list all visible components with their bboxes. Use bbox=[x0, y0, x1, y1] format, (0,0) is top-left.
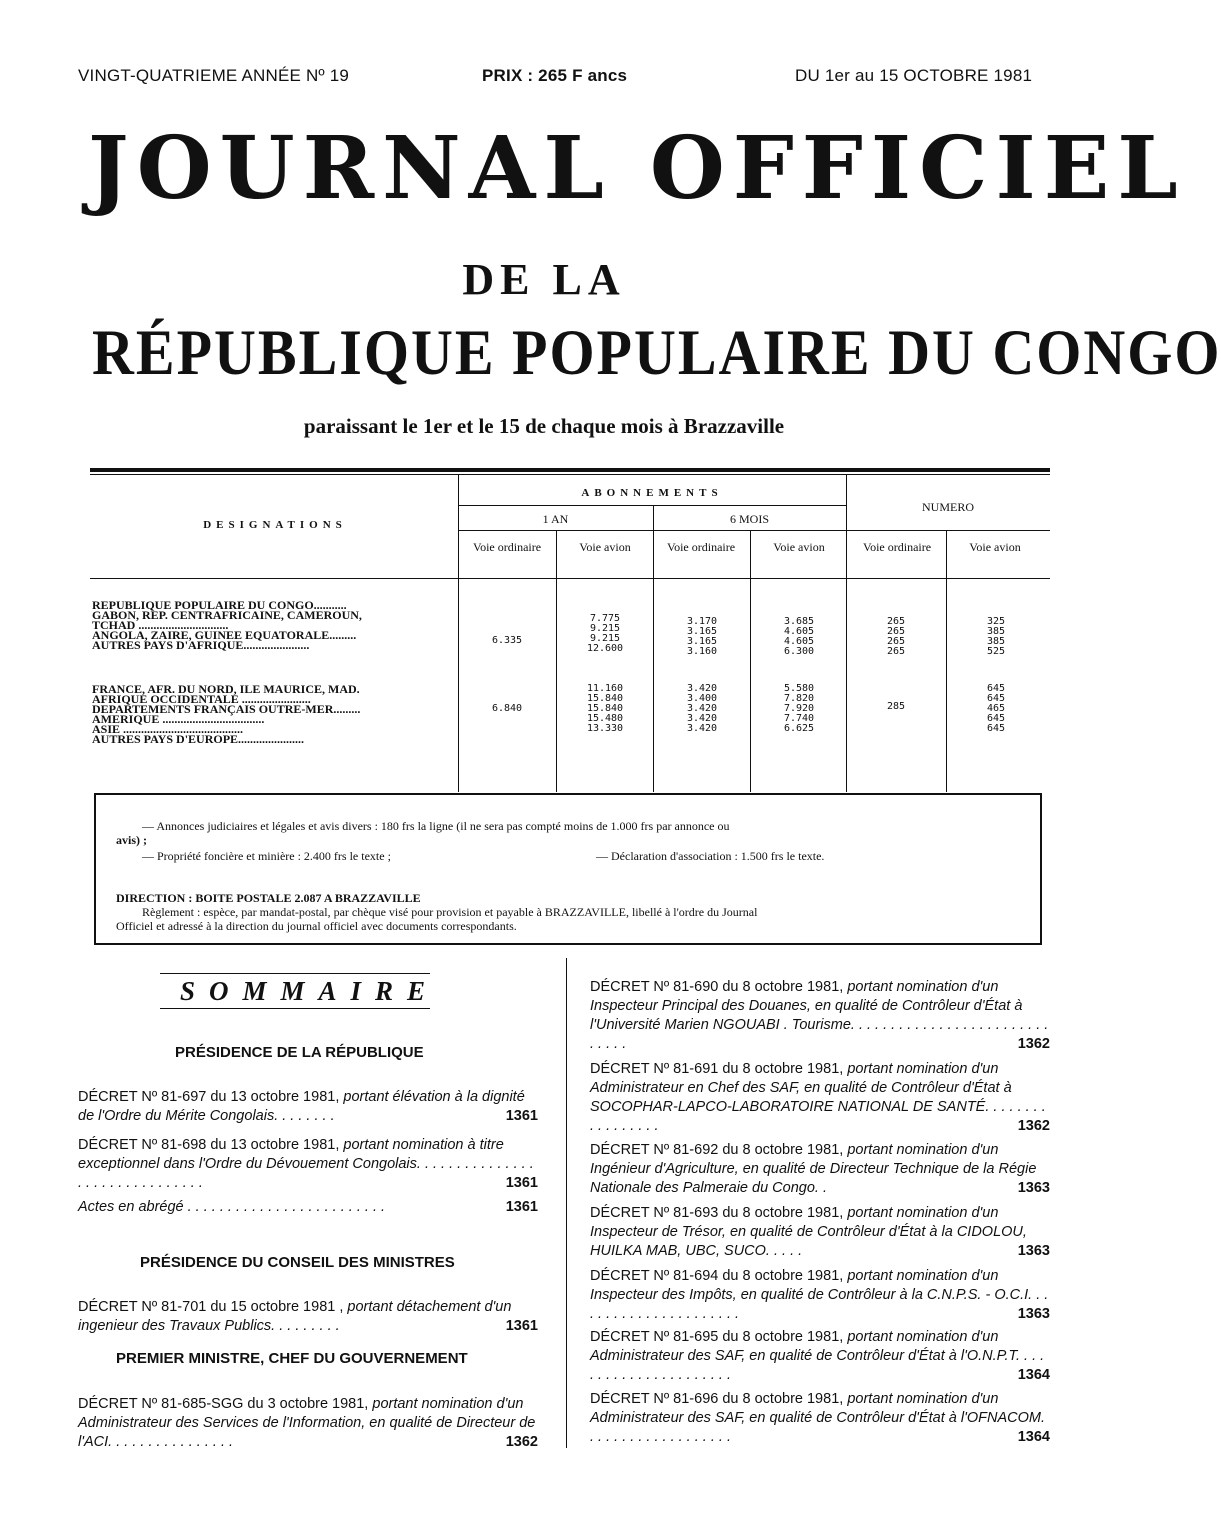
notice-direction: DIRECTION : BOITE POSTALE 2.087 A BRAZZAVILLE bbox=[116, 891, 421, 905]
notice-propriete: — Propriété foncière et minière : 2.400 frs le texte ; bbox=[142, 849, 391, 863]
section-presidence-conseil: PRÉSIDENCE DU CONSEIL DES MINISTRES bbox=[140, 1254, 455, 1271]
section-premier-ministre: PREMIER MINISTRE, CHEF DU GOUVERNEMENT bbox=[116, 1350, 468, 1367]
table-row-group-africa: REPUBLIQUE POPULAIRE DU CONGO........... GABON, REP. CENTRAFRICAINE, CAMEROUN, TCHAD .............................. ANGOLA, ZAIRE, GUINEE EQUATORALE......... AUTRES PAYS D'AFRIQUE...................... bbox=[92, 598, 362, 652]
numero-header: NUMERO bbox=[921, 500, 974, 514]
journal-republic-title: RÉPUBLIQUE POPULAIRE DU CONGO bbox=[92, 315, 1221, 389]
voie-ordinaire-header: Voie ordinaire bbox=[666, 540, 736, 554]
issue-date: DU 1er au 15 OCTOBRE 1981 bbox=[795, 66, 1033, 85]
notice-reglement: Règlement : espèce, par mandat-postal, par chèque visé pour provision et payable à BRAZZAVILLE, libellé à l'ordre du Journal bbox=[142, 905, 758, 919]
toc-entry: DÉCRET Nº 81-692 du 8 octobre 1981, portant nomination d'un Ingénieur d'Agriculture, en qualité de Directeur Technique de la Régie Nationale des Palmeraie du Congo. . 1363 bbox=[590, 1142, 1050, 1196]
abonnements-header: ABONNEMENTS bbox=[581, 487, 723, 499]
journal-subtitle-de-la: DE LA bbox=[462, 255, 626, 304]
voie-ordinaire-header: Voie ordinaire bbox=[862, 540, 932, 554]
six-months-header: 6 MOIS bbox=[729, 512, 769, 526]
issue-number: VINGT-QUATRIEME ANNÉE Nº 19 bbox=[78, 66, 350, 85]
toc-entry: DÉCRET Nº 81-685-SGG du 3 octobre 1981, portant nomination d'un Administrateur des Services de l'Information, en qualité de Directeur de l'ACI. . . . . . . . . . . . . . . . 1362 bbox=[78, 1396, 538, 1450]
table-cell: 6.840 bbox=[491, 703, 523, 714]
toc-entry: DÉCRET Nº 81-698 du 13 octobre 1981, portant nomination à titre exceptionnel dans l'Ordre du Dévouement Congolais. . . . . . . . . . . . . . . . . . . . . . . . . . . . . . . 1361 bbox=[78, 1137, 538, 1191]
notice-annonces-cont: avis) ; bbox=[116, 833, 147, 847]
publication-tagline: paraissant le 1er et le 15 de chaque mois à Brazzaville bbox=[303, 414, 785, 438]
toc-entry: DÉCRET Nº 81-696 du 8 octobre 1981, portant nomination d'un Administrateur des SAF, en qualité de Contrôleur d'État à l'OFNACOM. . . . . . . . . . . . . . . . . . . 1364 bbox=[590, 1391, 1050, 1445]
toc-entry: DÉCRET Nº 81-695 du 8 octobre 1981, portant nomination d'un Administrateur des SAF, en qualité de Contrôleur d'État à l'O.N.P.T. . . . . . . . . . . . . . . . . . . . . . 1364 bbox=[590, 1329, 1050, 1383]
table-cell: 325 385 385 525 bbox=[986, 616, 1006, 657]
table-cell: 5.580 7.820 7.920 7.740 6.625 bbox=[783, 683, 815, 734]
table-cell: 265 265 265 265 bbox=[886, 616, 906, 657]
table-row-group-other: FRANCE, AFR. DU NORD, ILE MAURICE, MAD. AFRIQUE OCCIDENTALE ....................... DEPARTEMENTS FRANÇAIS OUTRE-MER......... AMERIQUE .................................. ASIE ........................................ AUTRES PAYS D'EUROPE...................... bbox=[92, 682, 361, 746]
notice-reglement-cont: Officiel et adressé à la direction du journal officiel avec documents correspondants. bbox=[116, 919, 517, 933]
section-presidence-republique: PRÉSIDENCE DE LA RÉPUBLIQUE bbox=[175, 1044, 424, 1061]
table-cell: 7.775 9.215 9.215 12.600 bbox=[586, 613, 624, 654]
voie-avion-header: Voie avion bbox=[579, 540, 631, 554]
notice-annonces: — Annonces judiciaires et légales et avis divers : 180 frs la ligne (il ne sera pas compté moins de 1.000 frs par annonce ou bbox=[142, 819, 730, 833]
toc-entry: DÉCRET Nº 81-691 du 8 octobre 1981, portant nomination d'un Administrateur en Chef des SAF, en qualité de Contrôleur d'État à SOCOPHAR-LAPCO-LABORATOIRE NATIONAL DE SANTÉ. . . . . . . . . . . . . . . . . 1362 bbox=[590, 1061, 1050, 1134]
sommaire-title: SOMMAIRE bbox=[180, 976, 440, 1006]
designations-header: DESIGNATIONS bbox=[203, 519, 347, 531]
table-cell: 645 645 465 645 645 bbox=[986, 683, 1006, 734]
toc-entry-actes: Actes en abrégé . . . . . . . . . . . . . . . . . . . . . . . . . 1361 bbox=[78, 1199, 538, 1215]
price: PRIX : 265 F ancs bbox=[482, 66, 628, 85]
voie-avion-header: Voie avion bbox=[773, 540, 825, 554]
table-cell: 3.685 4.605 4.605 6.300 bbox=[783, 616, 815, 657]
toc-entry: DÉCRET Nº 81-697 du 13 octobre 1981, portant élévation à la dignité de l'Ordre du Mérite Congolais. . . . . . . . 1361 bbox=[78, 1089, 538, 1124]
toc-entry: DÉCRET Nº 81-694 du 8 octobre 1981, portant nomination d'un Inspecteur des Impôts, en qualité de Contrôleur à la C.N.P.S. - O.C.I. . . . . . . . . . . . . . . . . . . . . . 1363 bbox=[590, 1268, 1050, 1322]
table-cell: 285 bbox=[886, 701, 906, 712]
toc-entry: DÉCRET Nº 81-693 du 8 octobre 1981, portant nomination d'un Inspecteur de Trésor, en qualité de Contrôleur d'État à la CIDOLOU, HUILKA MAB, UBC, SUCO. . . . . 1363 bbox=[590, 1205, 1050, 1259]
journal-title: JOURNAL OFFICIEL bbox=[88, 118, 1186, 219]
voie-ordinaire-header: Voie ordinaire bbox=[472, 540, 542, 554]
toc-entry: DÉCRET Nº 81-690 du 8 octobre 1981, portant nomination d'un Inspecteur Principal des Douanes, en qualité de Contrôleur d'État à l'Université Marien NGOUABI . Tourisme. . . . . . . . . . . . . . . . . . . . . . . . . . . . . . 1362 bbox=[590, 979, 1050, 1052]
voie-avion-header: Voie avion bbox=[969, 540, 1021, 554]
notice-box bbox=[94, 793, 1042, 945]
table-cell: 6.335 bbox=[491, 635, 523, 646]
table-cell: 11.160 15.840 15.840 15.480 13.330 bbox=[586, 683, 624, 734]
one-year-header: 1 AN bbox=[542, 512, 569, 526]
toc-entry: DÉCRET Nº 81-701 du 15 octobre 1981 , portant détachement d'un ingenieur des Travaux Publics. . . . . . . . . 1361 bbox=[78, 1299, 538, 1334]
table-cell: 3.170 3.165 3.165 3.160 bbox=[686, 616, 718, 657]
notice-association: — Déclaration d'association : 1.500 frs le texte. bbox=[596, 849, 825, 863]
table-cell: 3.420 3.400 3.420 3.420 3.420 bbox=[686, 683, 718, 734]
